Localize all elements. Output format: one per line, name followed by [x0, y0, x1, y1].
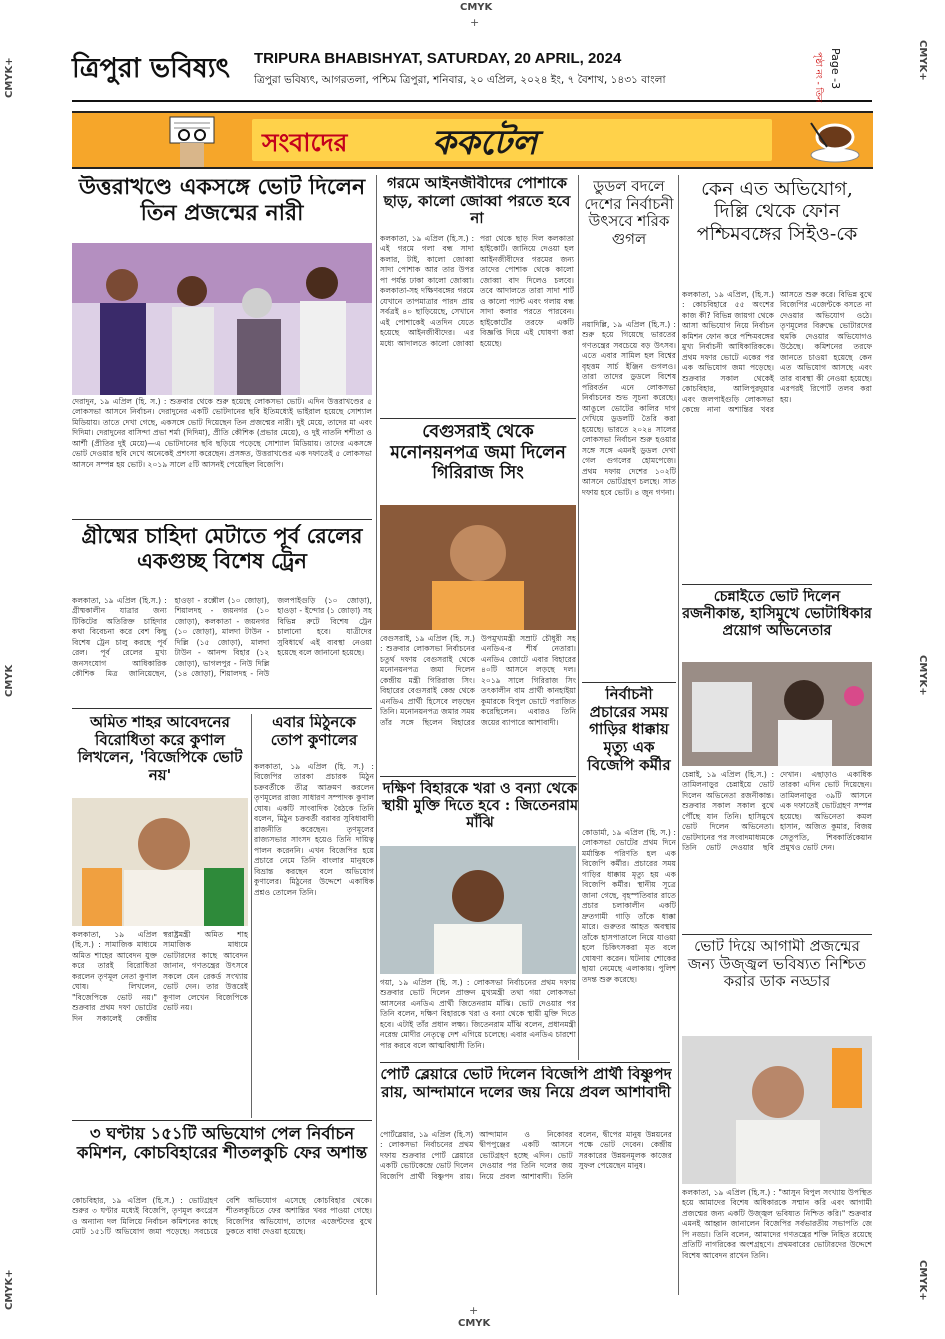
divider: [72, 1120, 372, 1121]
divider: [251, 714, 252, 1118]
cmyk-mark-right-mid: CMYK+: [917, 655, 928, 696]
cmyk-mark-left-bottom: CMYK+: [4, 1269, 15, 1310]
photo-manjhi: [380, 846, 576, 974]
giriraj-headline-box: [380, 422, 576, 500]
rajinikanth-headline-box: [682, 588, 872, 658]
rajinikanth-photo-icon: [682, 662, 872, 766]
registration-mark-bottom: +: [469, 1304, 479, 1317]
registration-mark-top: +: [470, 16, 480, 29]
body-giriraj: বেগুসরাই, ১৯ এপ্রিল (হি. স.) : শুক্রবার লোকসভা নির্বাচনের চতুর্থ দফায় বেগুসরাই থেকে মনোনয়নপত্র জমা দিলেন কেন্দ্রীয় মন্ত্রী গিরিরাজ সিং। বিহারের বেগুসরাই কেন্দ্র থেকে এনডিএ প্রার্থী হিসেবে লড়ছেন তিনি। মনোনয়নপত্র জমার সময় তাঁর সঙ্গে ছিলেন বিহারের উপমুখ্যমন্ত্রী সম্রাট চৌধুরী সহ এনডিএ-র শীর্ষ নেতারা। এনডিএ জোটে এবার বিহারের ৪০টি আসনে লড়ছে দল। ২০১৯ সালে গিরিরাজ সিং তৎকালীন বাম প্রার্থী কানহাইয়া কুমারকে বিপুল ভোটে পরাজিত করেছিলেন। এবারও তিনি জয়ের ব্যাপারে আশাবাদী।: [380, 634, 576, 727]
amit-shah-photo-icon: [72, 798, 248, 926]
masthead: [72, 42, 872, 102]
headline-mithun: এবার মিঠুনকে তোপ কুণালের: [270, 714, 358, 749]
divider: [72, 519, 372, 520]
divider: [682, 934, 872, 935]
banner-word-1: সংবাদের: [262, 128, 348, 157]
headline-accident: নির্বাচনী প্রচারের সময় গাড়ির ধাক্কায় মৃত্যু এক বিজেপি কর্মীর: [587, 686, 671, 774]
body-manjhi: গয়া, ১৯ এপ্রিল (হি. স.) : লোকসভা নির্বাচনের প্রথম দফায় শুক্রবার ভোট দিলেন প্রাক্তন মুখ্যমন্ত্রী তথা গয়া লোকসভা আসনের এনডিএ প্রার্থী জিতেনরাম মাঁঝি। ভোট দেওয়ার পর তিনি বলেন, দক্ষিণ বিহারকে খরা ও বন্যা থেকে স্থায়ী মুক্তি দিতে হবে। এটাই তাঁর প্রধান লক্ষ্য। জিতেনরাম মাঁঝি বলেন, প্রধানমন্ত্রী নরেন্দ্র মোদীর নেতৃত্বে দেশ এগিয়ে চলেছে। এবার এনডিএ চারশো পার করবে বলে আত্মবিশ্বাসী তিনি।: [380, 978, 576, 1050]
photo-nadda: [682, 1036, 872, 1184]
divider: [72, 708, 372, 709]
cmyk-mark-right-bottom: CMYK+: [917, 1260, 928, 1301]
divider: [682, 584, 872, 585]
lawyers-headline-box: [380, 175, 574, 231]
manjhi-photo-icon: [380, 846, 576, 974]
newspaper-title: ত্রিপুরা ভবিষ্যৎ: [72, 53, 230, 84]
body-doodle: নয়াদিল্লি, ১৯ এপ্রিল (হি.স.) : শুরু হয়ে গিয়েছে ভারতের গণতন্ত্রের সবচেয়ে বড় উৎসব। এতে এবার সামিল হল বিশ্বের বৃহত্তম সার্চ ইঞ্জিন গুগলও। তারা তাদের ডুডলে বিশেষ পরিবর্তন এনে লোকসভা নির্বাচনের শুভ সূচনা করেছে। আঙুলে ভোটের কালির দাগ দেখিয়ে ডুডলটি তৈরি করা হয়েছে। ভারতে ২০২৪ সালের লোকসভা নির্বাচন শুরু হওয়ার সঙ্গে সঙ্গে এমনই ডুডল দেখা গেল গুগলের হোমপেজে। প্রথম দফায় দেশের ১০২টি আসনে ভোটগ্রহণ চলছে। সাত দফায় হবে ভোট। ৪ জুন গণনা।: [582, 320, 676, 497]
trains-headline-box: [72, 524, 372, 592]
headline-manjhi: দক্ষিণ বিহারকে খরা ও বন্যা থেকে স্থায়ী মুক্তি দিতে হবে : জিতেনরাম মাঁঝি: [381, 780, 579, 832]
headline-giriraj: বেগুসরাই থেকে মনোনয়নপত্র জমা দিলেন গিরিরাজ সিং: [390, 422, 566, 484]
divider: [380, 1062, 670, 1063]
coffee-cup-icon: [807, 117, 863, 165]
nadda-headline-box: [682, 938, 872, 1030]
section-banner: [72, 111, 873, 169]
headline-uttarakhand: উত্তরাখণ্ডে একসঙ্গে ভোট দিলেন তিন প্রজন্মের নারী: [78, 175, 366, 226]
body-lawyers: কলকাতা, ১৯ এপ্রিল (হি.স.) : এই গরমে গলা বন্ধ সাদা কলার, টাই, কালো জোব্বা সাদা পোশাক আর তার উপর পা পর্যন্ত ঢাকা কালো জোব্বা। কলকাতা-সহ দক্ষিণবঙ্গের গরমে যেখানে তাপমাত্রার পারদ প্রায় সর্বত্রই ৪০ ছাড়িয়েছে, সেখানে এই পোশাকেই এতদিন যেতে হয়েছে আইনজীবীদের। এর মধ্যে আদালতে কালো জোব্বা পরা থেকে ছাড় দিল কলকাতা হাইকোর্ট। জানিয়ে দেওয়া হল আইনজীবীদের গরমের জন্য তাদের পোশাক থেকে কালো জোব্বা বাদ দিলেও চলবে। তবে আদালতে তারা সাদা শার্ট ও কালো প্যান্ট এবং গলায় বন্ধ সাদা কলার পরতে পারবেন। হাইকোর্টের তরফে একটি বিজ্ঞপ্তি দিয়ে এই ঘোষণা করা হয়েছে।: [380, 234, 574, 348]
kunal-headline-box: [72, 714, 248, 794]
photo-giriraj: [380, 505, 576, 630]
dateline-bengali: ত্রিপুরা ভবিষ্যৎ, আগরতলা, পশ্চিম ত্রিপুরা, শনিবার, ২০ এপ্রিল, ২০২৪ ইং, ৭ বৈশাখ, ১৪৩১ বাংলা: [254, 74, 666, 86]
complaints151-headline-box: [72, 1124, 372, 1192]
cartoon-reader-icon: [164, 113, 220, 169]
body-uttarakhand: দেরাদুন, ১৯ এপ্রিল (হি. স.) : শুক্রবার থেকে শুরু হয়েছে লোকসভা ভোট। এদিন উত্তরাখণ্ডের ৫ লোকসভা আসনে নির্বাচন। দেরাদুনের একটি ভোটদানের ছবি ইতিমধ্যেই ভাইরাল হয়েছে সোশ্যাল মিডিয়ায়। তাতে দেখা গেছে, একসঙ্গে ভোট দিয়েছেন তিন প্রজন্মের নারী। দুই মেয়ে, তাদের মা এবং দিদিমা। দেরাদুনের বাসিন্দা প্রভা শর্মা (দিদিমা), প্রীতি কৌশিক (প্রভার মেয়ে), ও দুই নাতনি শশীতা ও আর্শী (প্রীতির দুই মেয়ে)—এ ভোটদানের ছবি ছড়িয়ে পড়েছে সোশ্যাল মিডিয়ায়। তাদের একসঙ্গে ভোট দেওয়ার ছবি দেখে অনেকেই প্রশংসা করেছেন। প্রসঙ্গত, উত্তরাখণ্ডের এক দফাতেই ৫ লোকসভা আসনে সম্পন্ন হয় ভোট। ২০১৯ সালে ৫টি আসনই পেয়েছিল বিজেপি।: [72, 397, 372, 469]
cmyk-mark-bottom: CMYK: [458, 1318, 491, 1329]
body-mithun: কলকাতা, ১৯ এপ্রিল (হি. স.) : বিজেপির তারকা প্রচারক মিঠুন চক্রবর্তীকে তীব্র আক্রমণ করলেন তৃণমূলের রাজ্য সাধারণ সম্পাদক কুণাল ঘোষ। একটি সাংবাদিক বৈঠকে তিনি বলেন, মিঠুন চক্রবর্তী বরাবর সুবিধাবাদী রাজনীতি করেছেন। তৃণমূলের রাজ্যসভার সাংসদ হয়েও তিনি দায়িত্ব পালন করেননি। এখন বিজেপির হয়ে প্রচারে নেমে তিনি বাংলার মানুষকে বিভ্রান্ত করছেন বলে অভিযোগ কুণালের। মিঠুনের উদ্দেশে একাধিক প্রশ্নও তোলেন তিনি।: [254, 762, 374, 897]
dateline-english: TRIPURA BHABISHYAT, SATURDAY, 20 APRIL, 2024: [254, 50, 622, 67]
uttarakhand-headline-box: [72, 175, 372, 237]
nadda-photo-icon: [682, 1036, 872, 1184]
cmyk-mark-left-top: CMYK+: [4, 57, 15, 98]
headline-trains: গ্রীষ্মের চাহিদা মেটাতে পূর্ব রেলের একগুচ্ছ বিশেষ ট্রেন: [81, 524, 363, 573]
body-rajinikanth: চেন্নাই, ১৯ এপ্রিল (হি.স.) : তামিলনাড়ুর চেন্নাইয়ে ভোট দিলেন অভিনেতা রজনীকান্ত। শুক্রবার সকাল সকাল বুথে পৌঁছে যান তিনি। হাসিমুখে ভোট দিলেন অভিনেতা। ভোটদানের পর সংবাদমাধ্যমকে তিনি ভোট দেওয়ার ছবি দেখান। এছাড়াও একাধিক তারকা এদিন ভোট দিয়েছেন। তামিলনাড়ুর ৩৯টি আসনে এক দফাতেই ভোটগ্রহণ সম্পন্ন হয়েছে। অভিনেতা কমল হাসান, অজিত কুমার, বিজয় সেতুপতি, শিবকার্তিকেয়ান প্রমুখও ভোট দেন।: [682, 770, 872, 853]
page-number: Page -3: [829, 48, 842, 90]
body-trains: কলকাতা, ১৯ এপ্রিল (হি.স.) : গ্রীষ্মকালীন যাত্রার জন্য টিকিটের অতিরিক্ত চাহিদার কথা বিবেচনা করে বেশ কিছু বিশেষ ট্রেন চালু করছে পূর্ব রেল। পূর্ব রেলের মুখ্য জনসংযোগ আধিকারিক কৌশিক মিত্র জানিয়েছেন, হাওড়া - রক্সৌল (১০ জোড়া), শিয়ালদহ - জয়নগর (১০ জোড়া), কলকাতা - জয়নগর (১০ জোড়া), মালদা টাউন - দিল্লি (১৫ জোড়া), মালদা টাউন - আনন্দ বিহার (১২ জোড়া), ভাগলপুর - নিউ দিল্লি (১৪ জোড়া), শিয়ালদহ - নিউ জলপাইগুড়ি (১০ জোড়া), হাওড়া - ইন্দোর (১ জোড়া) সহ বিভিন্ন রুটে বিশেষ ট্রেন চালানো হবে। যাত্রীদের সুবিধার্থে এই ব্যবস্থা নেওয়া হয়েছে বলে জানানো হয়েছে।: [72, 596, 372, 679]
photo-three-generations: [72, 243, 372, 395]
body-accident: কোডার্মা, ১৯ এপ্রিল (হি. স.) : লোকসভা ভোটের প্রথম দিনে মর্মান্তিক পরিণতি হল এক বিজেপি কর্মীর। প্রচারের সময় গাড়ির ধাক্কায় মৃত্যু হয় এক বিজেপি কর্মীর। স্থানীয় সূত্রে জানা গেছে, বৃহস্পতিবার রাতে প্রচার চলাকালীন একটি দ্রুতগামী গাড়ি তাঁকে ধাক্কা মারে। গুরুতর আহত অবস্থায় তাঁকে হাসপাতালে নিয়ে যাওয়া হলে চিকিৎসকরা মৃত বলে ঘোষণা করেন। ঘটনায় শোকের ছায়া নেমেছে এলাকায়। পুলিশ তদন্ত শুরু করেছে।: [582, 828, 676, 984]
accident-headline-box: [582, 686, 676, 824]
photo-amit-shah: [72, 798, 248, 926]
headline-bishnupada: পোর্ট ব্লেয়ারে ভোট দিলেন বিজেপি প্রার্থী বিষ্ণুপদ রায়, আন্দামানে দলের জয় নিয়ে প্রবল আশাবাদী: [380, 1066, 672, 1101]
cmyk-mark-left-mid: CMYK: [4, 664, 15, 697]
body-bishnupada: পোর্টব্লেয়ার, ১৯ এপ্রিল (হি.স) : লোকসভা নির্বাচনের প্রথম দফায় শুক্রবার পোর্ট ব্লেয়ারে একটি ভোটকেন্দ্রে ভোট দিলেন বিজেপি প্রার্থী বিষ্ণুপদ রায়। আন্দামান ও নিকোবর দ্বীপপুঞ্জের একটি আসনে ভোটগ্রহণ হচ্ছে এদিন। ভোট দেওয়ার পর তিনি দলের জয় নিয়ে প্রবল আশাবাদী। তিনি বলেন, দ্বীপের মানুষ উন্নয়নের পক্ষে ভোট দেবেন। কেন্দ্রীয় সরকারের উন্নয়নমূলক কাজের সুফল পেয়েছেন মানুষ।: [380, 1130, 672, 1181]
divider: [376, 175, 377, 1295]
divider: [380, 776, 576, 777]
headline-lawyers: গরমে আইনজীবীদের পোশাকে ছাড়, কালো জোব্বা পরতে হবে না: [383, 175, 571, 228]
photo-rajinikanth: [682, 662, 872, 766]
headline-doodle: ডুডল বদলে দেশের নির্বাচনী উৎসবে শরিক গুগল: [584, 178, 674, 249]
divider: [582, 682, 676, 683]
body-complaints151: কোচবিহার, ১৯ এপ্রিল (হি.স.) : ভোটগ্রহণ শুরুর ৩ ঘণ্টার মধ্যেই বিজেপি, তৃণমূল কংগ্রেস ও অন্যান্য দল মিলিয়ে নির্বাচন কমিশনের কাছে মোট ১৫১টি অভিযোগ জমা পড়েছে। সবচেয়ে বেশি অভিযোগ এসেছে কোচবিহার থেকে। শীতলকুচিতে ফের অশান্তির খবর পাওয়া গেছে। বিজেপির অভিযোগ, তাদের এজেন্টদের বুথে ঢুকতে বাধা দেওয়া হয়েছে।: [72, 1196, 372, 1237]
cmyk-mark-top: CMYK: [460, 2, 493, 13]
complaint-headline-box: [682, 178, 872, 286]
doodle-headline-box: [582, 178, 676, 316]
page-number-bengali: পৃষ্ঠা নং - তিন: [813, 52, 823, 103]
manjhi-headline-box: [380, 780, 580, 842]
body-kunal: কলকাতা, ১৯ এপ্রিল (হি.স.) : সামাজিক মাধ্যমে অমিত শাহের আবেদন যুক্ত করে তারই বিরোধিতা করলেন তৃণমূল নেতা কুণাল ঘোষ। লিখলেন, "বিজেপিকে ভোট নয়।" শুক্রবার প্রথম দফা ভোটের দিন সকালেই কেন্দ্রীয় স্বরাষ্ট্রমন্ত্রী অমিত শাহ সামাজিক মাধ্যমে ভোটারদের কাছে আবেদন জানান, গণতন্ত্রের উৎসবে সকলে যেন রেকর্ড সংখ্যায় ভোট দেন। তার উত্তরেই কুণাল লেখেন বিজেপিকে ভোট নয়।: [72, 930, 248, 1023]
giriraj-photo-icon: [380, 505, 576, 630]
voters-photo-icon: [72, 243, 372, 395]
headline-complaints151: ৩ ঘণ্টায় ১৫১টি অভিযোগ পেল নির্বাচন কমিশন, কোচবিহারের শীতলকুচি ফের অশান্ত: [76, 1124, 368, 1163]
headline-rajinikanth: চেন্নাইতে ভোট দিলেন রজনীকান্ত, হাসিমুখে ভোটাধিকার প্রয়োগ অভিনেতার: [682, 588, 872, 640]
divider: [678, 175, 679, 1295]
body-nadda: কলকাতা, ১৯ এপ্রিল (হি.স.) : "আসুন বিপুল সংখ্যায় উপস্থিত হয়ে আমাদের বিশেষ অধিকারকে সম্মান করি এবং আগামী প্রজন্মের জন্য একটি উজ্জ্বল ভবিষ্যত নিশ্চিত করি।" শুক্রবার এমনই আহ্বান জানালেন বিজেপির সর্বভারতীয় সভাপতি জে পি নড্ডা। তিনি বলেন, আমাদের গণতন্ত্রের শক্তি নিহিত রয়েছে প্রতিটি নাগরিকের অংশগ্রহণে। প্রথমবারের ভোটারদের উদ্দেশে বিশেষ আবেদন রাখেন তিনি।: [682, 1188, 872, 1260]
divider: [380, 418, 576, 419]
headline-nadda: ভোট দিয়ে আগামী প্রজন্মের জন্য উজ্জ্বল ভবিষ্যত নিশ্চিত করার ডাক নড্ডার: [687, 938, 867, 991]
banner-word-2: ককটেল: [432, 123, 538, 163]
body-complaint: কলকাতা, ১৯ এপ্রিল, (হি.স.) : কোচবিহারে ৫৫ অংশের কাজ কী? বিভিন্ন জায়গা থেকে আসা অভিযোগ নিয়ে নির্বাচন কমিশন ফোন করে পশ্চিমবঙ্গের মুখ্য নির্বাচনী আধিকারিককে। প্রথম দফার ভোটে একের পর এক অভিযোগ জমা পড়েছে। শুক্রবার সকাল থেকেই কোচবিহার, আলিপুরদুয়ার এবং জলপাইগুড়ি লোকসভা কেন্দ্রে নানা অশান্তির খবর আসতে শুরু করে। বিভিন্ন বুথে বিজেপির এজেন্টকে বসতে না দেওয়ার অভিযোগ ওঠে। তৃণমূলের বিরুদ্ধে ভোটারদের হুমকি দেওয়ার অভিযোগও উঠেছে। কমিশনের তরফে জানতে চাওয়া হয়েছে কেন এত অভিযোগ আসছে এবং তার ব্যবস্থা কী নেওয়া হয়েছে। এরপরই রিপোর্ট তলব করা হয়।: [682, 290, 872, 415]
cmyk-mark-right-top: CMYK+: [917, 40, 928, 81]
headline-complaint: কেন এত অভিযোগ, দিল্লি থেকে ফোন পশ্চিমবঙ্গের সিইও-কে: [696, 178, 858, 245]
headline-kunal: অমিত শাহর আবেদনের বিরোধিতা করে কুণাল লিখলেন, 'বিজেপিকে ভোট নয়': [77, 714, 243, 785]
mithun-headline-box: [254, 714, 374, 760]
bishnupada-headline-box: [380, 1066, 672, 1128]
divider: [578, 175, 579, 1060]
